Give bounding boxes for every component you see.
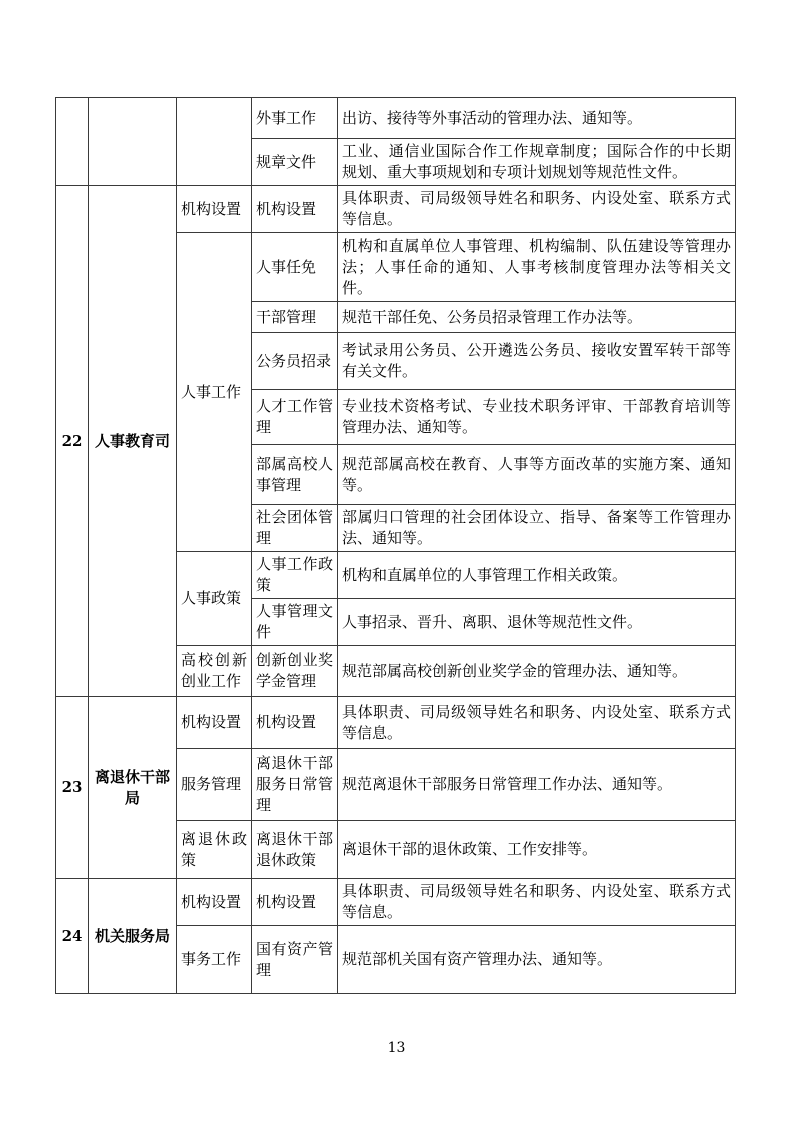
subcategory-cell: 干部管理 xyxy=(252,302,338,333)
subcategory-cell: 人事任免 xyxy=(252,233,338,302)
page-number: 13 xyxy=(387,1040,406,1056)
category-cell: 服务管理 xyxy=(177,749,252,821)
subcategory-cell: 国有资产管理 xyxy=(252,926,338,994)
subcategory-cell: 人才工作管理 xyxy=(252,390,338,445)
row-number-cell: 24 xyxy=(56,879,89,994)
description-cell: 人事招录、晋升、离职、退休等规范性文件。 xyxy=(338,599,736,646)
description-cell: 规范部属高校创新创业奖学金的管理办法、通知等。 xyxy=(338,646,736,697)
table-row xyxy=(56,879,736,926)
description-cell: 规范干部任免、公务员招录管理工作办法等。 xyxy=(338,302,736,333)
department-cell xyxy=(89,98,177,186)
subcategory-cell: 机构设置 xyxy=(252,186,338,233)
archive-table-body xyxy=(56,98,736,994)
department-cell: 离退休干部局 xyxy=(89,697,177,879)
table-row xyxy=(56,98,736,139)
description-cell: 具体职责、司局级领导姓名和职务、内设处室、联系方式等信息。 xyxy=(338,186,736,233)
subcategory-cell: 离退休干部退休政策 xyxy=(252,821,338,879)
description-cell: 部属归口管理的社会团体设立、指导、备案等工作管理办法、通知等。 xyxy=(338,505,736,552)
category-cell: 人事政策 xyxy=(177,552,252,646)
subcategory-cell: 人事管理文件 xyxy=(252,599,338,646)
category-cell: 离退休政策 xyxy=(177,821,252,879)
subcategory-cell: 社会团体管理 xyxy=(252,505,338,552)
subcategory-cell: 规章文件 xyxy=(252,139,338,186)
subcategory-cell: 创新创业奖学金管理 xyxy=(252,646,338,697)
description-cell: 规范部机关国有资产管理办法、通知等。 xyxy=(338,926,736,994)
description-cell: 专业技术资格考试、专业技术职务评审、干部教育培训等管理办法、通知等。 xyxy=(338,390,736,445)
description-cell: 具体职责、司局级领导姓名和职务、内设处室、联系方式等信息。 xyxy=(338,697,736,749)
description-cell: 机构和直属单位人事管理、机构编制、队伍建设等管理办法；人事任命的通知、人事考核制度管理办法等相关文件。 xyxy=(338,233,736,302)
department-cell: 机关服务局 xyxy=(89,879,177,994)
description-cell: 离退休干部的退休政策、工作安排等。 xyxy=(338,821,736,879)
category-cell: 事务工作 xyxy=(177,926,252,994)
category-cell: 高校创新创业工作 xyxy=(177,646,252,697)
category-cell: 机构设置 xyxy=(177,879,252,926)
category-cell: 人事工作 xyxy=(177,233,252,552)
row-number-cell xyxy=(56,98,89,186)
department-cell: 人事教育司 xyxy=(89,186,177,697)
description-cell: 出访、接待等外事活动的管理办法、通知等。 xyxy=(338,98,736,139)
description-cell: 机构和直属单位的人事管理工作相关政策。 xyxy=(338,552,736,599)
table-row xyxy=(56,697,736,749)
archive-directory-table xyxy=(55,97,736,994)
row-number-cell: 22 xyxy=(56,186,89,697)
subcategory-cell: 离退休干部服务日常管理 xyxy=(252,749,338,821)
subcategory-cell: 机构设置 xyxy=(252,697,338,749)
category-cell: 机构设置 xyxy=(177,697,252,749)
category-cell xyxy=(177,98,252,186)
subcategory-cell: 部属高校人事管理 xyxy=(252,445,338,505)
subcategory-cell: 人事工作政策 xyxy=(252,552,338,599)
subcategory-cell: 公务员招录 xyxy=(252,333,338,390)
subcategory-cell: 机构设置 xyxy=(252,879,338,926)
description-cell: 具体职责、司局级领导姓名和职务、内设处室、联系方式等信息。 xyxy=(338,879,736,926)
description-cell: 规范离退休干部服务日常管理工作办法、通知等。 xyxy=(338,749,736,821)
description-cell: 规范部属高校在教育、人事等方面改革的实施方案、通知等。 xyxy=(338,445,736,505)
subcategory-cell: 外事工作 xyxy=(252,98,338,139)
description-cell: 工业、通信业国际合作工作规章制度；国际合作的中长期规划、重大事项规划和专项计划规划等规范性文件。 xyxy=(338,139,736,186)
table-row xyxy=(56,186,736,233)
row-number-cell: 23 xyxy=(56,697,89,879)
description-cell: 考试录用公务员、公开遴选公务员、接收安置军转干部等有关文件。 xyxy=(338,333,736,390)
category-cell: 机构设置 xyxy=(177,186,252,233)
